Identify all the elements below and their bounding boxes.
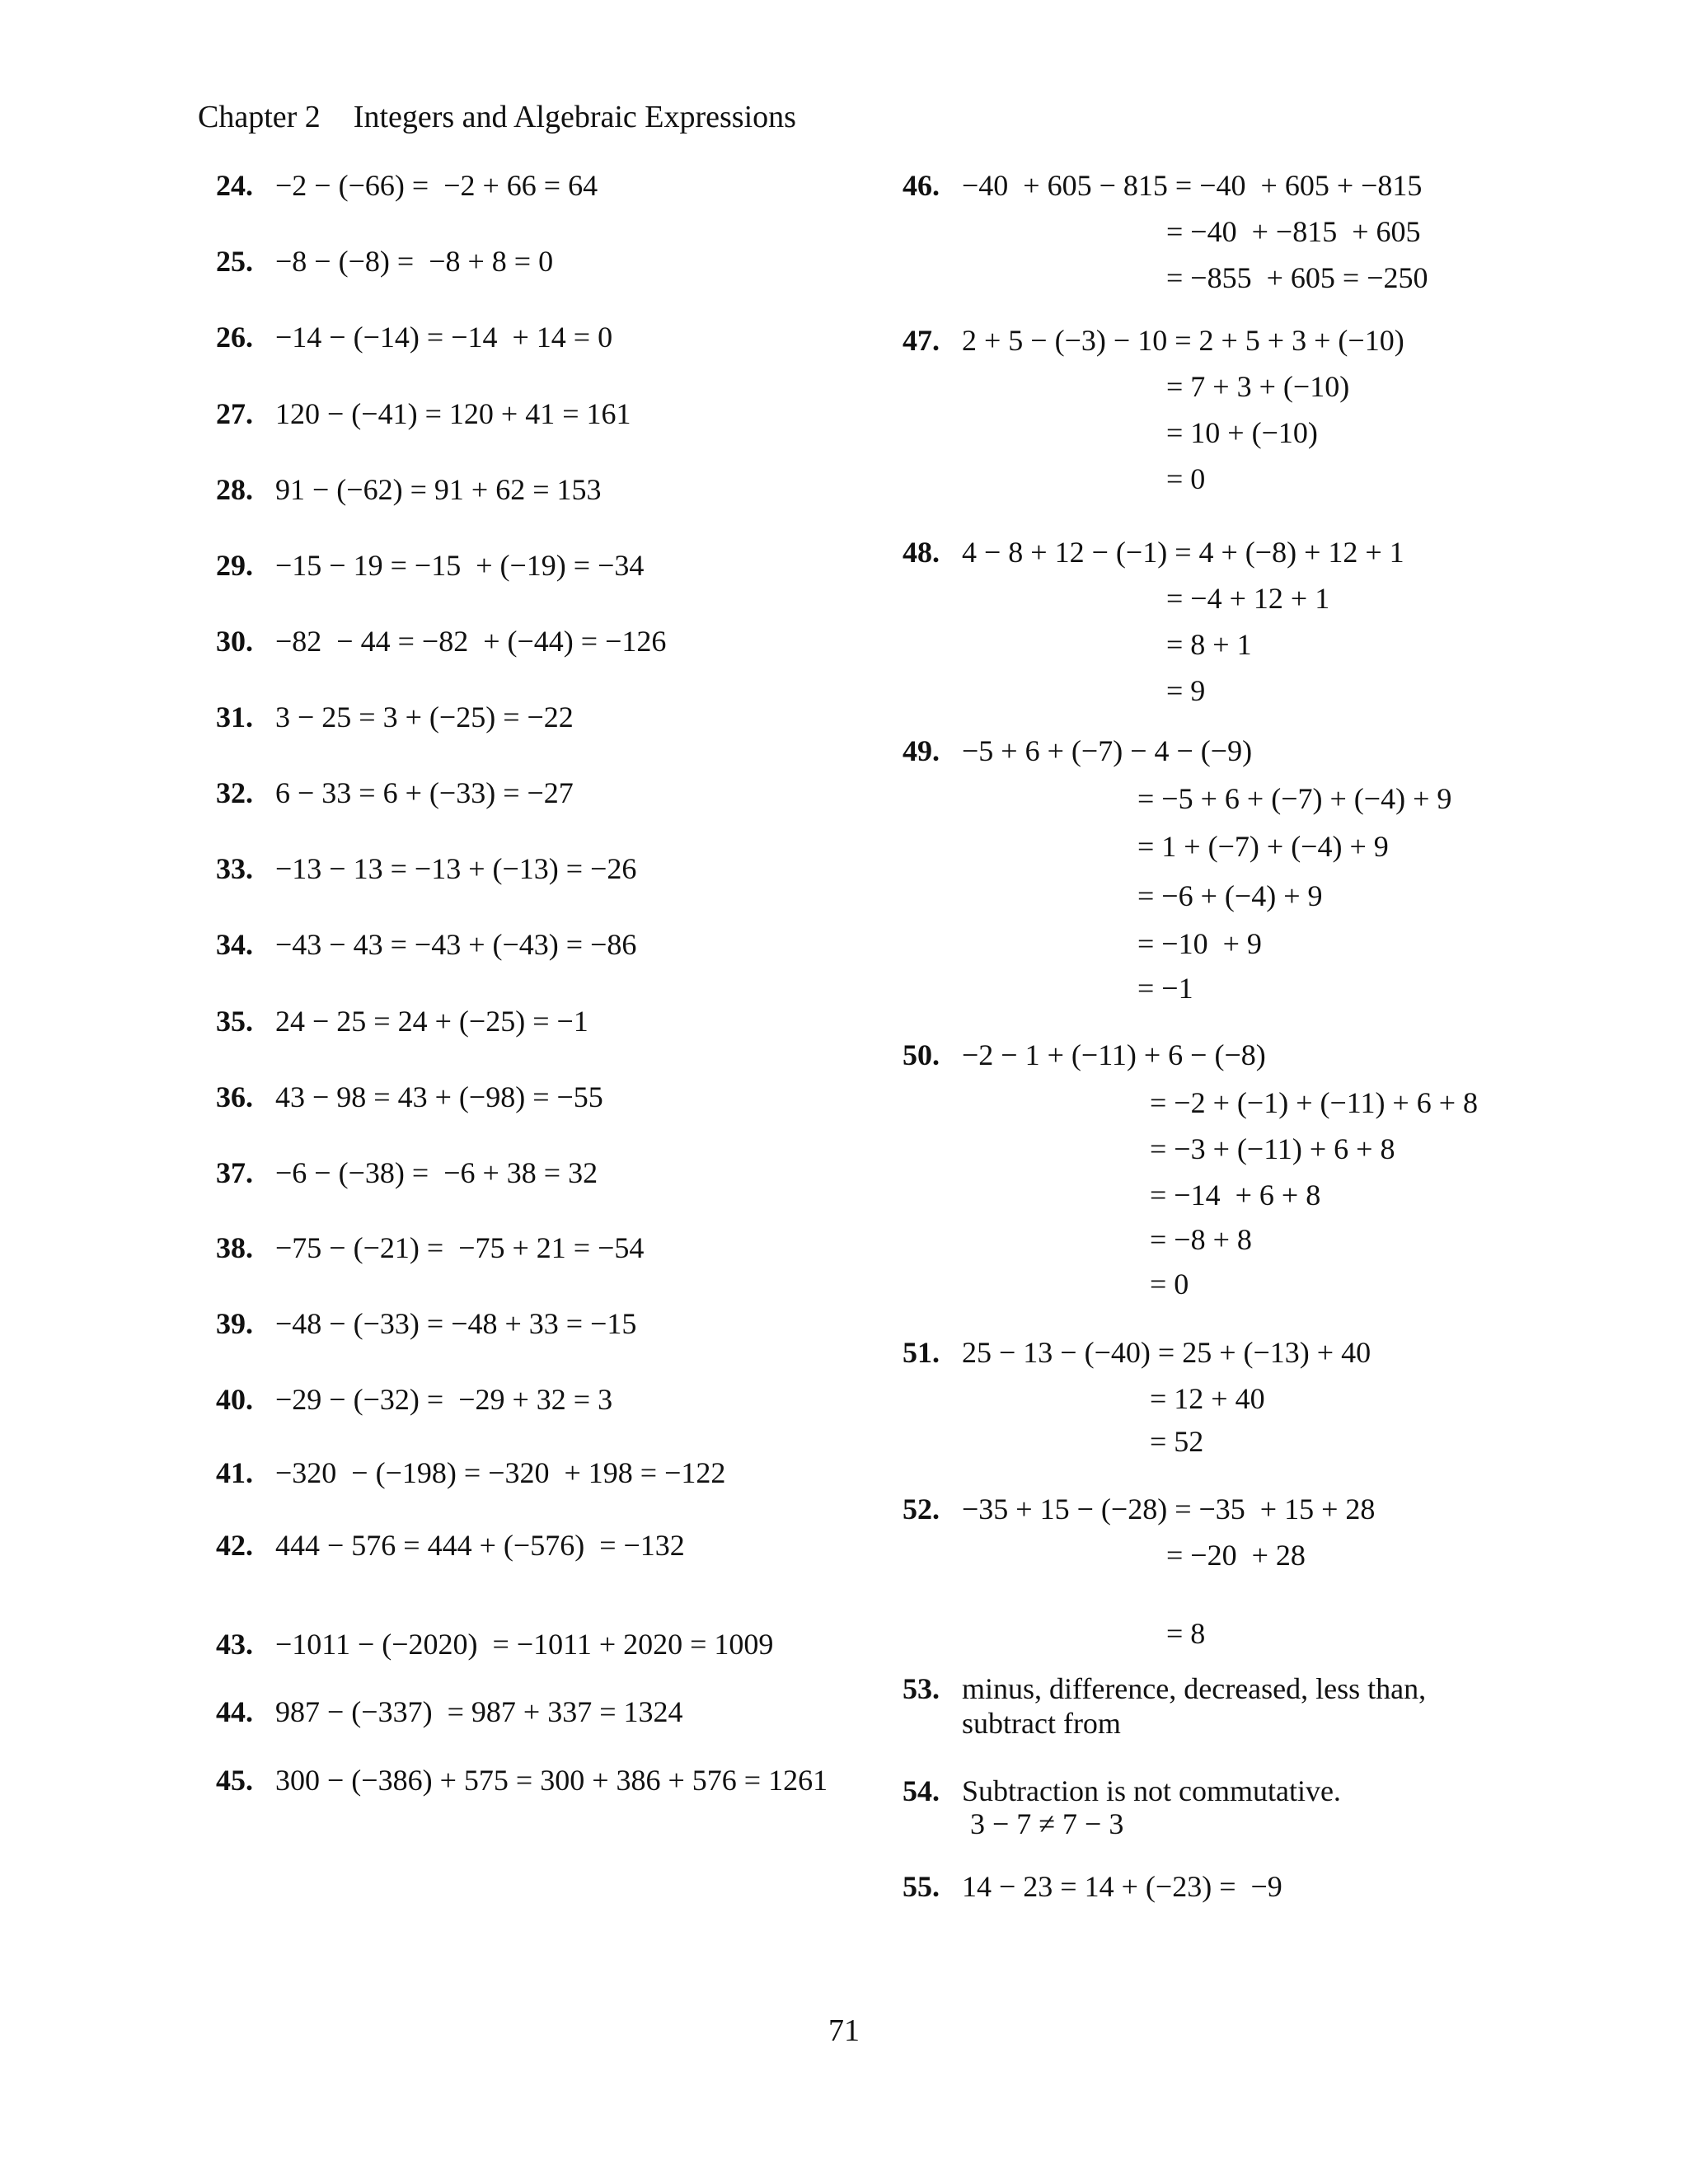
problem-expression: 987 − (−337) = 987 + 337 = 1324 (275, 1695, 683, 1728)
solution-step: = 52 (1150, 1425, 1204, 1458)
problem-number: 50. (903, 1038, 940, 1071)
problem-number: 30. (216, 625, 253, 658)
solution-step: = 9 (1166, 674, 1206, 707)
solution-step: = 8 (1166, 1617, 1206, 1650)
problem-number: 24. (216, 169, 253, 202)
problem-number: 35. (216, 1005, 253, 1038)
problem-expression: 91 − (−62) = 91 + 62 = 153 (275, 473, 602, 506)
solution-step: = 1 + (−7) + (−4) + 9 (1137, 830, 1389, 863)
problem-expression: minus, difference, decreased, less than, (962, 1672, 1427, 1705)
solution-step: = 12 + 40 (1150, 1382, 1265, 1415)
solution-step: 3 − 7 ≠ 7 − 3 (970, 1807, 1124, 1840)
solution-step: subtract from (962, 1707, 1121, 1740)
problem-expression: 300 − (−386) + 575 = 300 + 386 + 576 = 1261 (275, 1764, 828, 1797)
solution-step: = −20 + 28 (1166, 1539, 1306, 1572)
problem-number: 47. (903, 324, 940, 357)
problem-number: 28. (216, 473, 253, 506)
solution-step: = −3 + (−11) + 6 + 8 (1150, 1132, 1395, 1165)
solution-step: = 8 + 1 (1166, 628, 1252, 661)
problem-number: 37. (216, 1156, 253, 1189)
problem-expression: −6 − (−38) = −6 + 38 = 32 (275, 1156, 598, 1189)
problem-number: 25. (216, 245, 253, 278)
problem-number: 39. (216, 1307, 253, 1340)
problem-expression: 25 − 13 − (−40) = 25 + (−13) + 40 (962, 1336, 1372, 1369)
problem-number: 29. (216, 549, 253, 582)
problem-number: 46. (903, 169, 940, 202)
problem-expression: −40 + 605 − 815 = −40 + 605 + −815 (962, 169, 1423, 202)
problem-expression: −35 + 15 − (−28) = −35 + 15 + 28 (962, 1493, 1376, 1526)
problem-number: 52. (903, 1493, 940, 1526)
problem-number: 48. (903, 536, 940, 569)
solution-step: = −10 + 9 (1137, 927, 1262, 960)
problem-expression: −48 − (−33) = −48 + 33 = −15 (275, 1307, 637, 1340)
problem-expression: −15 − 19 = −15 + (−19) = −34 (275, 549, 645, 582)
problem-expression: −8 − (−8) = −8 + 8 = 0 (275, 245, 554, 278)
solution-step: = −2 + (−1) + (−11) + 6 + 8 (1150, 1086, 1479, 1119)
solution-step: = −5 + 6 + (−7) + (−4) + 9 (1137, 782, 1452, 815)
problem-number: 41. (216, 1456, 253, 1489)
solution-step: = −8 + 8 (1150, 1223, 1252, 1256)
solution-step: = −4 + 12 + 1 (1166, 582, 1330, 615)
problem-number: 51. (903, 1336, 940, 1369)
problem-number: 27. (216, 397, 253, 430)
problem-expression: −2 − 1 + (−11) + 6 − (−8) (962, 1038, 1266, 1071)
page-number: 71 (828, 2013, 860, 2048)
problem-number: 53. (903, 1672, 940, 1705)
problem-expression: Subtraction is not commutative. (962, 1774, 1341, 1807)
problem-number: 44. (216, 1695, 253, 1728)
problem-expression: 43 − 98 = 43 + (−98) = −55 (275, 1080, 603, 1113)
problem-expression: −43 − 43 = −43 + (−43) = −86 (275, 928, 637, 961)
problem-number: 32. (216, 776, 253, 809)
problem-number: 42. (216, 1529, 253, 1562)
problem-number: 54. (903, 1774, 940, 1807)
problem-expression: 4 − 8 + 12 − (−1) = 4 + (−8) + 12 + 1 (962, 536, 1404, 569)
problem-expression: 2 + 5 − (−3) − 10 = 2 + 5 + 3 + (−10) (962, 324, 1404, 357)
problem-number: 49. (903, 734, 940, 767)
problem-number: 38. (216, 1231, 253, 1264)
problem-expression: −29 − (−32) = −29 + 32 = 3 (275, 1383, 613, 1416)
problem-expression: 444 − 576 = 444 + (−576) = −132 (275, 1529, 685, 1562)
problem-expression: −320 − (−198) = −320 + 198 = −122 (275, 1456, 726, 1489)
problem-number: 33. (216, 852, 253, 885)
solution-step: = 10 + (−10) (1166, 416, 1318, 449)
problem-number: 45. (216, 1764, 253, 1797)
problem-expression: −2 − (−66) = −2 + 66 = 64 (275, 169, 598, 202)
problem-expression: −1011 − (−2020) = −1011 + 2020 = 1009 (275, 1628, 774, 1661)
solution-step: = −40 + −815 + 605 (1166, 215, 1421, 248)
problem-expression: 14 − 23 = 14 + (−23) = −9 (962, 1870, 1282, 1903)
problem-expression: −13 − 13 = −13 + (−13) = −26 (275, 852, 637, 885)
solution-step: = −855 + 605 = −250 (1166, 261, 1428, 294)
problem-number: 34. (216, 928, 253, 961)
problem-expression: −82 − 44 = −82 + (−44) = −126 (275, 625, 667, 658)
problem-number: 55. (903, 1870, 940, 1903)
chapter-label: Chapter 2 (198, 100, 321, 134)
problem-expression: 6 − 33 = 6 + (−33) = −27 (275, 776, 574, 809)
problem-number: 31. (216, 701, 253, 733)
problem-expression: 24 − 25 = 24 + (−25) = −1 (275, 1005, 588, 1038)
solution-step: = −14 + 6 + 8 (1150, 1179, 1321, 1212)
problem-expression: −5 + 6 + (−7) − 4 − (−9) (962, 734, 1253, 767)
problem-expression: 120 − (−41) = 120 + 41 = 161 (275, 397, 631, 430)
problem-number: 26. (216, 321, 253, 354)
problem-expression: 3 − 25 = 3 + (−25) = −22 (275, 701, 574, 733)
problem-number: 43. (216, 1628, 253, 1661)
problem-expression: −75 − (−21) = −75 + 21 = −54 (275, 1231, 645, 1264)
solution-step: = 0 (1150, 1268, 1189, 1301)
solution-step: = −1 (1137, 972, 1193, 1005)
problem-expression: −14 − (−14) = −14 + 14 = 0 (275, 321, 613, 354)
solution-step: = −6 + (−4) + 9 (1137, 879, 1323, 912)
problem-number: 36. (216, 1080, 253, 1113)
problem-number: 40. (216, 1383, 253, 1416)
page-header (198, 97, 796, 137)
solution-step: = 7 + 3 + (−10) (1166, 370, 1350, 403)
chapter-title: Integers and Algebraic Expressions (353, 100, 796, 134)
solution-step: = 0 (1166, 462, 1206, 495)
